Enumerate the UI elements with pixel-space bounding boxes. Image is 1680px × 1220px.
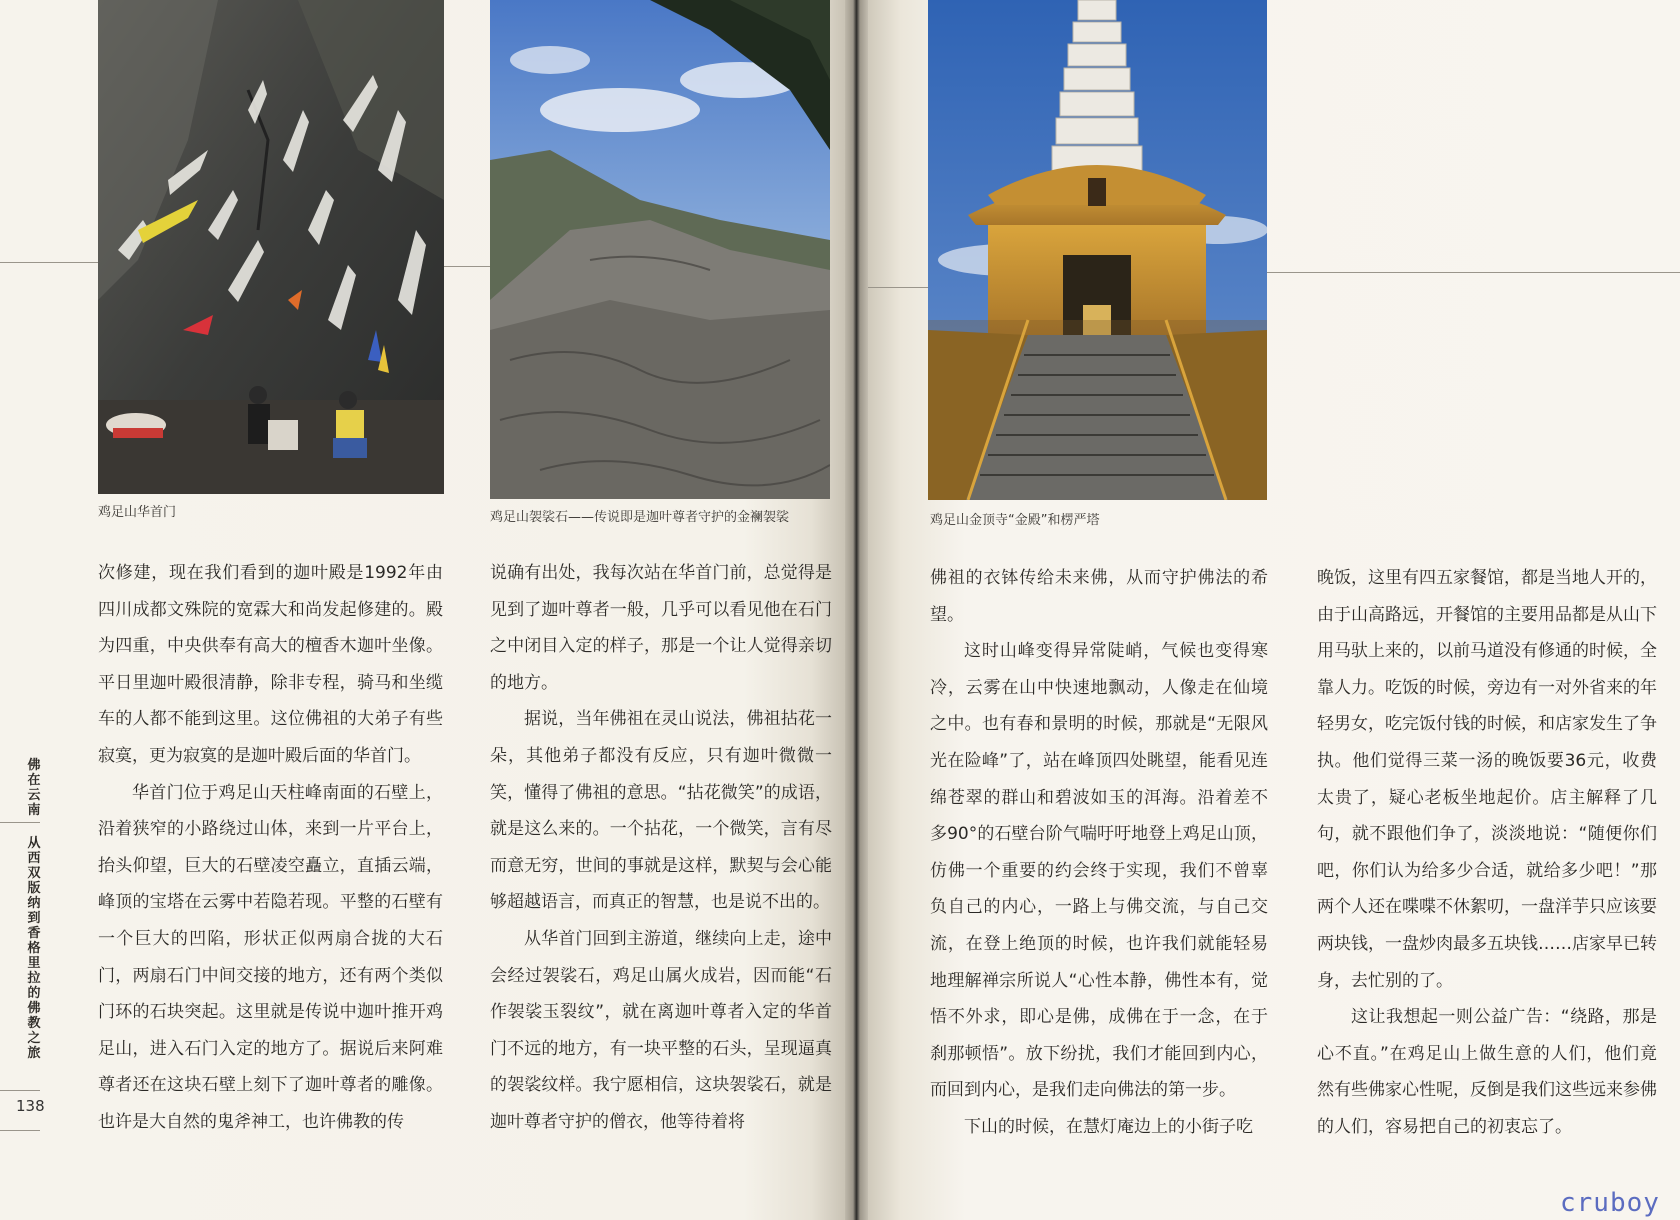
rock-and-sky-photo [490, 0, 830, 499]
divider-rule [868, 287, 928, 288]
text-column-4 [1317, 560, 1657, 1146]
photo-caption: 鸡足山袈裟石——传说即是迦叶尊者守护的金襕袈裟 [490, 510, 790, 525]
book-title: 佛在云南 [27, 758, 41, 818]
page-number: 138 [16, 1097, 45, 1115]
paragraph: 这时山峰变得异常陡峭，气候也变得寒冷，云雾在山中快速地飘动，人像走在仙境之中。也有春和景明的时候，那就是“无限风光在险峰”了，站在峰顶四处眺望，能看见连绵苍翠的群山和碧波如玉的洱海。沿着差不多90°的石壁台阶气喘吁吁地登上鸡足山顶，仿佛一个重要的约会终于实现，我们不曾辜负自己的内心，一路上与佛交流，与自己交流，在登上绝顶的时候，也许我们就能轻易地理解禅宗所说人“心性本静，佛性本有，觉悟不外求，即心是佛，成佛在于一念，在于刹那顿悟”。放下纷扰，我们才能回到内心，而回到内心，是我们走向佛法的第一步。 [930, 641, 1268, 1101]
watermark: cruboy [1560, 1188, 1660, 1218]
divider-rule [1267, 272, 1680, 273]
paragraph: 从华首门回到主游道，继续向上走，途中会经过袈裟石，鸡足山属火成岩，因而能“石作袈裟玉裂纹”，就在离迦叶尊者入定的华首门不远的地方，有一块平整的石头，呈现逼真的袈裟纹样。我宁愿相信，这块袈裟石，就是迦叶尊者守护的僧衣，他等待着将 [490, 928, 832, 1132]
paragraph: 这让我想起一则公益广告：“绕路，那是心不直。”在鸡足山上做生意的人们，他们竟然有些佛家心性呢，反倒是我们这些远来参佛的人们，容易把自己的初衷忘了。 [1317, 1007, 1657, 1137]
text-column-3 [930, 560, 1268, 1146]
paragraph: 说确有出处，我每次站在华首门前，总觉得是见到了迦叶尊者一般，几乎可以看见他在石门之中闭目入定的样子，那是一个让人觉得亲切的地方。 [490, 563, 832, 693]
paragraph: 次修建，现在我们看到的迦叶殿是1992年由四川成都文殊院的宽霖大和尚发起修建的。殿为四重，中央供奉有高大的檀香木迦叶坐像。平日里迦叶殿很清静，除非专程，骑马和坐缆车的人都不能到这里。这位佛祖的大弟子有些寂寞，更为寂寞的是迦叶殿后面的华首门。 [98, 563, 443, 766]
paragraph: 据说，当年佛祖在灵山说法，佛祖拈花一朵，其他弟子都没有反应，只有迦叶微微一笑，懂得了佛祖的意思。“拈花微笑”的成语，就是这么来的。一个拈花，一个微笑，言有尽而意无穷，世间的事就是这样，默契与会心能够超越语言，而真正的智慧，也是说不出的。 [490, 709, 832, 913]
paragraph: 下山的时候，在慧灯庵边上的小街子吃 [964, 1116, 1253, 1137]
text-column-1 [98, 555, 443, 1141]
divider-rule [0, 822, 40, 823]
paragraph: 佛祖的衣钵传给未来佛，从而守护佛法的希望。 [930, 568, 1268, 625]
divider-rule [444, 266, 490, 267]
divider-rule [0, 1090, 40, 1091]
book-subtitle: 从西双版纳到香格里拉的佛教之旅 [27, 836, 41, 1061]
photo-caption: 鸡足山金顶寺“金殿”和楞严塔 [930, 513, 1100, 528]
book-spine [845, 0, 868, 1220]
divider-rule [0, 262, 98, 263]
golden-temple-pagoda-photo [928, 0, 1267, 500]
divider-rule [0, 1130, 40, 1131]
cliff-with-prayer-flags-photo [98, 0, 444, 494]
text-column-2 [490, 555, 832, 1141]
right-page [868, 0, 1680, 1220]
paragraph: 华首门位于鸡足山天柱峰南面的石壁上，沿着狭窄的小路绕过山体，来到一片平台上，抬头仰望，巨大的石壁凌空矗立，直插云端，峰顶的宝塔在云雾中若隐若现。平整的石壁有一个巨大的凹陷，形状正似两扇合拢的大石门，两扇石门中间交接的地方，还有两个类似门环的石块突起。这里就是传说中迦叶推开鸡足山，进入石门入定的地方了。据说后来阿难尊者还在这块石壁上刻下了迦叶尊者的雕像。也许是大自然的鬼斧神工，也许佛教的传 [98, 782, 443, 1132]
paragraph: 晚饭，这里有四五家餐馆，都是当地人开的，由于山高路远，开餐馆的主要用品都是从山下用马驮上来的，以前马道没有修通的时候，全靠人力。吃饭的时候，旁边有一对外省来的年轻男女，吃完饭付钱的时候，和店家发生了争执。他们觉得三菜一汤的晚饭要36元，收费太贵了，疑心老板坐地起价。店主解释了几句，就不跟他们争了，淡淡地说：“随便你们吧，你们认为给多少合适，就给多少吧！”那两个人还在喋喋不休絮叨，一盘洋芋只应该要两块钱，一盘炒肉最多五块钱……店家早已转身，去忙别的了。 [1317, 568, 1657, 991]
photo-caption: 鸡足山华首门 [98, 505, 177, 520]
